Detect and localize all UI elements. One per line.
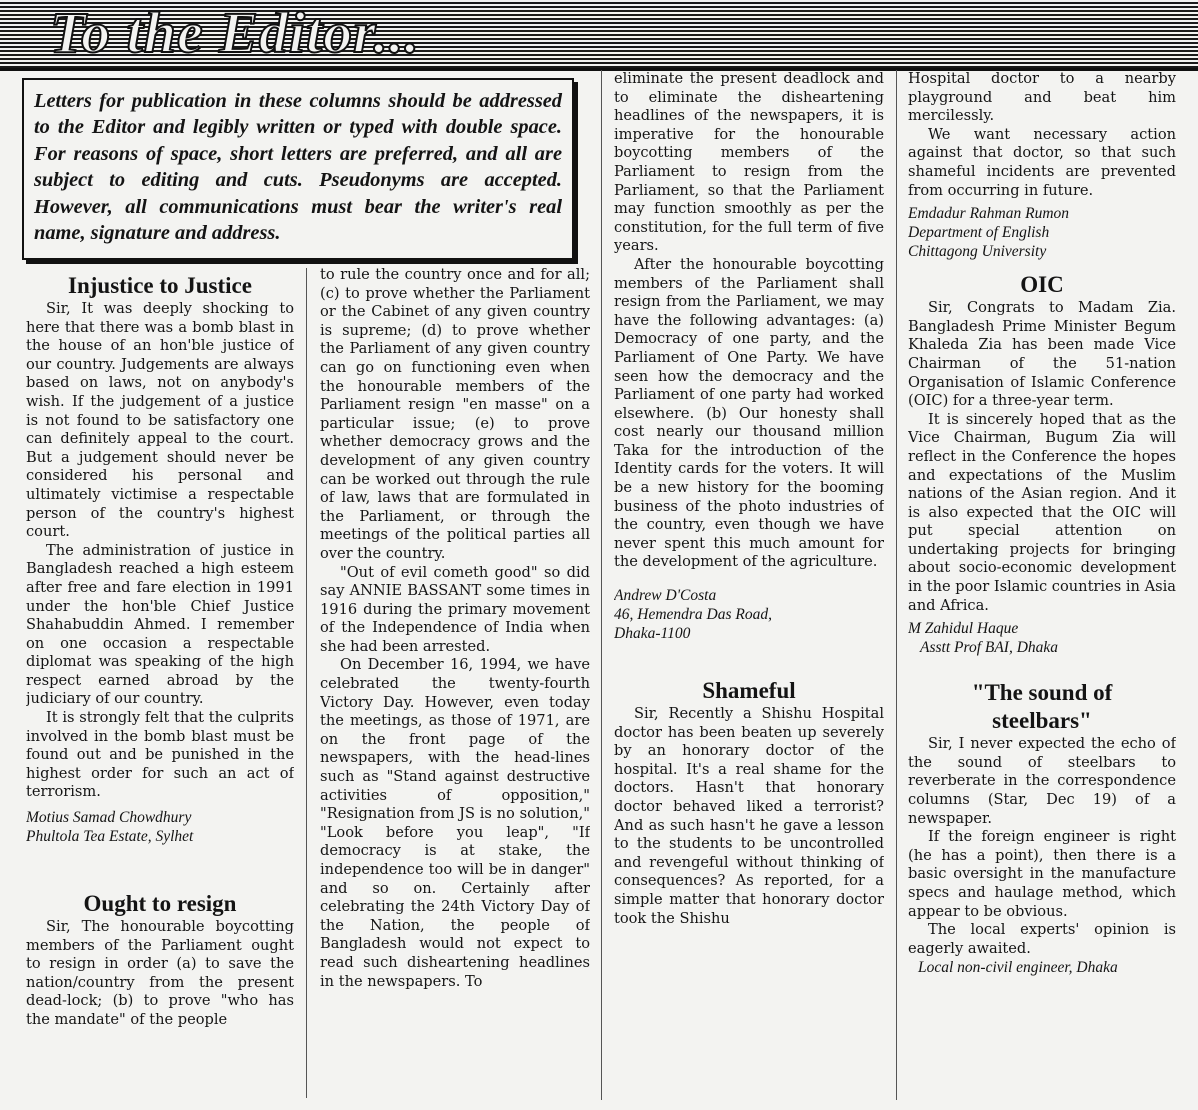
signature-name: Local non-civil engineer, Dhaka — [918, 959, 1118, 977]
letter-paragraph: Sir, It was deeply shocking to here that there was a bomb blast in the house of an hon'ble justice of our country. Judgements are always based on laws, not on anybody's wish. If the judgement of a justice is not found to be satisfactory one can definitely appeal to the court. But a judgement should never be considered his personal and ultimately victimise a respectable person of the country's highest court. — [26, 300, 294, 541]
letter-heading: Ought to resign — [83, 891, 237, 917]
signature-place: Phultola Tea Estate, Sylhet — [26, 828, 194, 846]
letter-paragraph: The local experts' opinion is eagerly awaited. — [908, 921, 1176, 957]
column-divider — [306, 268, 307, 1098]
editor-notice: Letters for publication in these columns should be addressed to the Editor and legibly written or typed with double space. For reasons of space, short letters are preferred, and all are subject to editing and cuts. Pseudonyms are accepted. However, all communications must bear the writer's real name, signature and address. — [22, 78, 574, 260]
letter-paragraph: Sir, Congrats to Madam Zia. Bangladesh Prime Minister Begum Khaleda Zia has been made Vice Chairman of the 51-nation Organisation of Islamic Conference (OIC) for a three-year term. — [908, 299, 1176, 410]
signature-name: Andrew D'Costa — [614, 587, 717, 605]
letter-paragraph: It is sincerely hoped that as the Vice Chairman, Bugum Zia will reflect in the Conference the hopes and expectations of the Muslim nations of the Asian region. And it is also expected that the OIC will put special attention on undertaking projects for bringing about socio-economic development in the poor Islamic countries in Asia and Africa. — [908, 410, 1176, 614]
column-1 — [26, 272, 294, 1106]
masthead — [0, 0, 1198, 71]
signature-city: Dhaka-1100 — [614, 625, 691, 643]
column-2 — [320, 266, 590, 1106]
letter-paragraph-continued: to rule the country once and for all; (c) to prove whether the Parliament or the Cabinet of any given country is supreme; (d) to prove whether the Parliament of any given country can go on functioning even when the honourable members of the Parliament resign "en masse" on a particular issue; (e) to prove whether democracy grows and the development of any given country can be worked out through the rule of law, laws that are formulated in the Parliament, or through the meetings of the political parties all over the country. — [320, 266, 590, 562]
letter-paragraph: Sir, The honourable boycotting members of the Parliament ought to resign in order (a) to save the nation/country from the present dead-lock; (b) to prove "who has the mandate" of the people — [26, 918, 294, 1028]
signature-department: Department of English — [908, 224, 1050, 242]
column-3 — [614, 70, 884, 1106]
signature-name: M Zahidul Haque — [908, 620, 1019, 638]
letter-oic — [908, 271, 1176, 657]
column-divider — [601, 70, 602, 1100]
letter-steelbars — [908, 679, 1176, 977]
column-divider — [896, 70, 897, 1100]
letter-heading: Injustice to Justice — [68, 273, 252, 298]
signature-university: Chittagong University — [908, 243, 1047, 261]
letter-heading: OIC — [1020, 272, 1064, 298]
letter-heading: "The sound of steelbars" — [971, 680, 1113, 734]
letter-paragraph-continued: eliminate the present deadlock and to eliminate the disheartening headlines of the newspapers, it is imperative for the honourable boycotting members of the Parliament to resign from the Parliament, so that the Parliament may function smoothly as per the constitution, for the full term of five years. — [614, 70, 884, 255]
letter-paragraph: "Out of evil cometh good" so did say ANNIE BASSANT some times in 1916 during the primary movement of the Independence of India when she had been arrested. — [320, 563, 590, 655]
letter-heading: Shameful — [702, 678, 796, 704]
letter-injustice — [26, 272, 294, 846]
section-title: To the Editor... — [50, 0, 421, 65]
letter-paragraph: Sir, I never expected the echo of the sound of steelbars to reverberate in the correspondence columns (Star, Dec 19) of a newspaper. — [908, 735, 1176, 827]
letter-paragraph: After the honourable boycotting members of the Parliament shall resign from the Parliament, we may have the following advantages: (a) Democracy of one party, and the Parliament of One Party. We have seen how the democracy and the Parliament of one party had worked elsewhere. (b) Our honesty shall cost nearly our thousand million Taka for the introduction of the Identity cards for the voters. It will be a new history for the booming business of the photo industries of the country, even though we have never spent this much amount for the development of the agriculture. — [614, 255, 884, 571]
signature-name: Motius Samad Chowdhury — [26, 809, 192, 827]
letter-paragraph-continued: Hospital doctor to a nearby playground and beat him mercilessly. — [908, 70, 1176, 125]
letter-paragraph: The administration of justice in Bangladesh reached a high esteem after free and fare election in 1991 under the hon'ble Chief Justice Shahabuddin Ahmed. I remember on one occasion a respectable diplomat was speaking of the high respect earned abroad by the judiciary of our country. — [26, 541, 294, 708]
signature-title: Asstt Prof BAI, Dhaka — [920, 639, 1059, 657]
letter-paragraph: We want necessary action against that doctor, so that such shameful incidents are prevented from occurring in future. — [908, 125, 1176, 199]
letter-resign-start — [26, 890, 294, 1030]
column-4 — [908, 70, 1176, 1106]
letter-shameful — [614, 677, 884, 928]
letter-paragraph: On December 16, 1994, we have celebrated the twenty-fourth Victory Day. However, even today the meetings, as those of 1971, are on the front page of the newspapers, with the head-lines such as "Stand against destructive activities of opposition," "Resignation from JS is no solution," "Look before you leap", "If democracy is at stake, the independence too will be in danger" and so on. Certainly after celebrating the 24th Victory Day of the Nation, the people of Bangladesh would not expect to read such disheartening headlines in the newspapers. To — [320, 656, 590, 990]
signature-address: 46, Hemendra Das Road, — [614, 606, 772, 624]
signature-name: Emdadur Rahman Rumon — [908, 205, 1070, 223]
letter-paragraph: Sir, Recently a Shishu Hospital doctor has been beaten up severely by an honorary doctor of the hospital. It's a real shame for the doctors. Hasn't that honorary doctor behaved liked a terrorist? And as such hasn't he gave a lesson to the students to be uncontrolled and revengeful without thinking of consequences? As reported, for a simple matter that honorary doctor took the Shishu — [614, 705, 884, 927]
letter-paragraph: If the foreign engineer is right (he has a point), then there is a basic oversight in the manufacture specs and haulage method, which appear to be obvious. — [908, 828, 1176, 920]
letter-paragraph: It is strongly felt that the culprits involved in the bomb blast must be found out and be punished in the highest order for such an act of terrorism. — [26, 709, 294, 801]
